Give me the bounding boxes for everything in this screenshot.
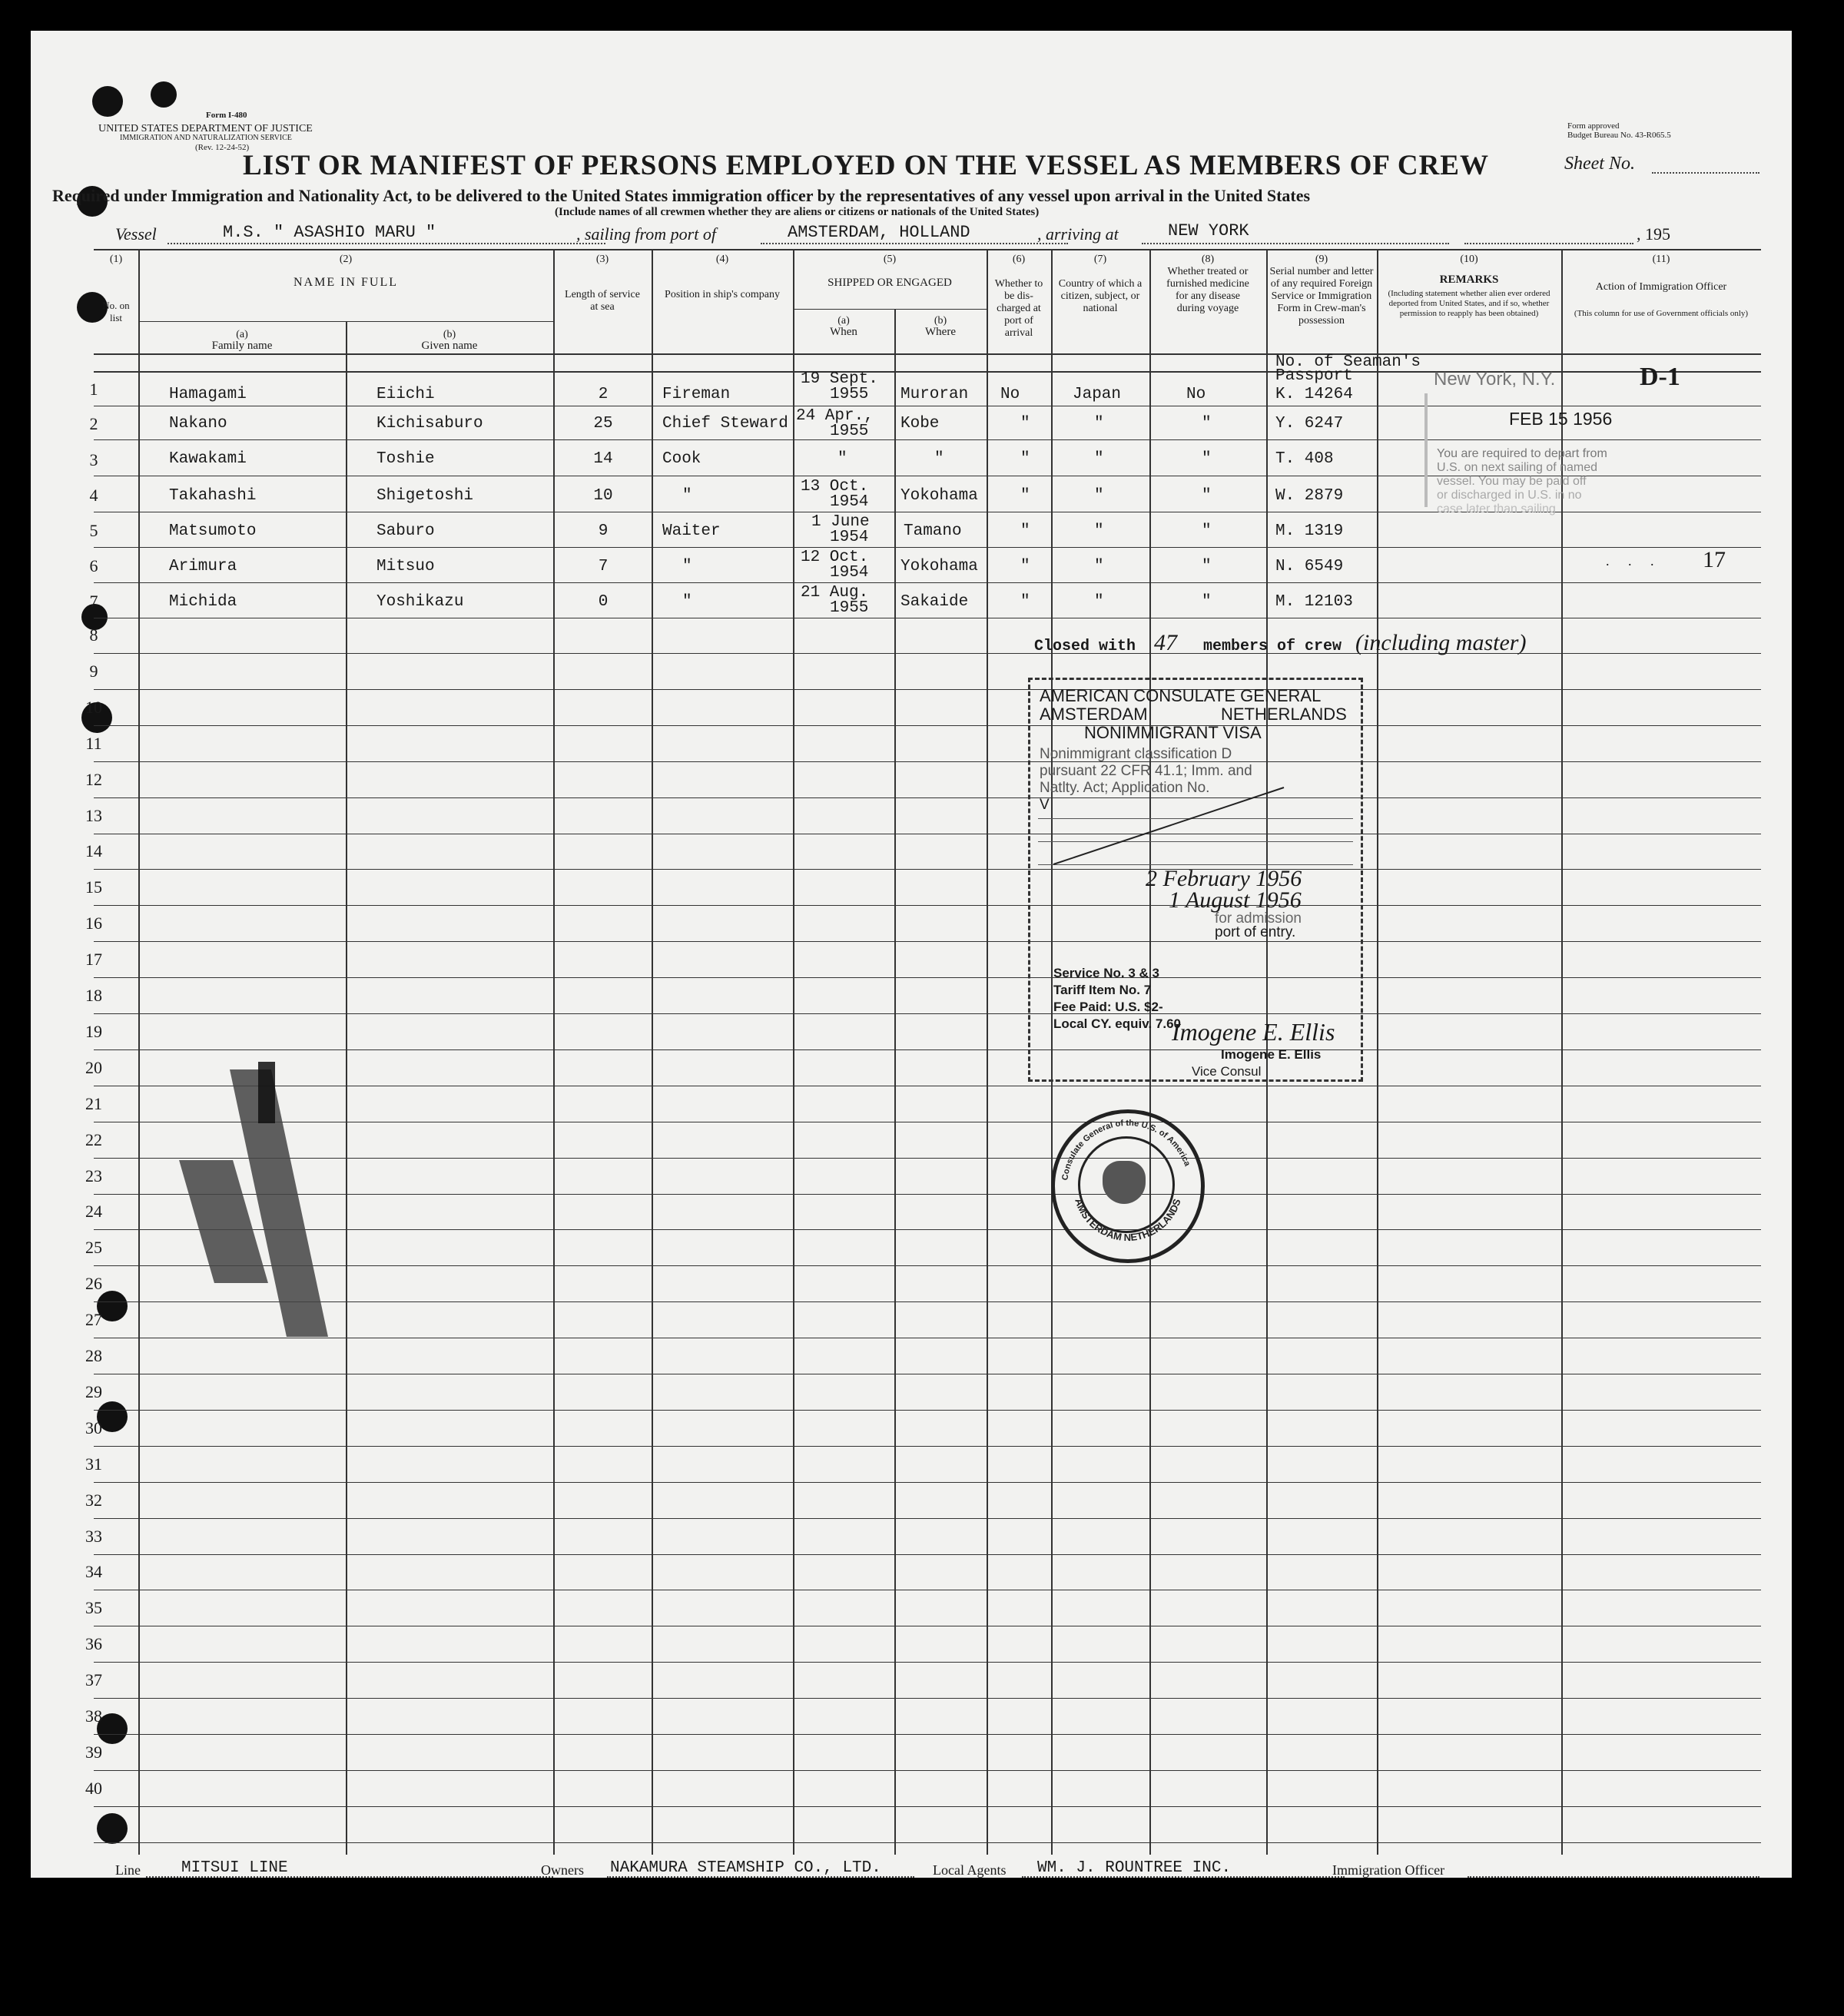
ny-stamp-text: or discharged in U.S. in no [1437, 489, 1582, 502]
visa-admission: for admission [1215, 910, 1302, 927]
consul-title: Vice Consul [1192, 1064, 1262, 1079]
closed-count: 47 [1154, 630, 1177, 655]
visa-pursuant: pursuant 22 CFR 41.1; Imm. and [1040, 763, 1252, 779]
col-9-number: (9) [1315, 254, 1328, 265]
service-length: 25 [593, 415, 613, 433]
col-2a-heading: Family name [211, 340, 273, 352]
row-number: 23 [85, 1166, 102, 1185]
row-rule [94, 977, 1761, 978]
col-5b-number: (b) [934, 315, 947, 327]
shipped-when: 19 Sept. [801, 370, 878, 388]
shipped-year: 1954 [830, 564, 869, 582]
row-number: 24 [85, 1202, 102, 1222]
treated: " [1202, 558, 1212, 575]
row-rule [94, 1265, 1761, 1266]
service-length: 14 [593, 450, 613, 468]
sailing-label: , sailing from port of [576, 224, 716, 244]
given-name: Shigetoshi [376, 487, 474, 505]
given-name: Kichisaburo [376, 415, 483, 433]
consulate-visa-stamp [1028, 678, 1363, 1082]
shipped-year: 1955 [830, 599, 869, 617]
row-number: 6 [89, 556, 98, 575]
shipped-year: 1955 [830, 386, 869, 403]
col-1-number: (1) [109, 254, 123, 265]
sailing-port: AMSTERDAM, HOLLAND [788, 223, 970, 242]
visa-application: Natlty. Act; Application No. [1040, 780, 1210, 796]
row-number: 18 [85, 986, 102, 1005]
col-10-heading: REMARKS [1439, 274, 1499, 286]
row-rule [94, 1518, 1761, 1519]
row-number: 14 [85, 841, 102, 861]
serial: M. 1319 [1275, 522, 1344, 540]
ink-smear [258, 1062, 275, 1123]
col-11-subheading: (This column for use of Government officials only) [1574, 309, 1749, 318]
row-rule [94, 725, 1761, 726]
col-11-number: (11) [1652, 254, 1670, 265]
owners-label: Owners [541, 1862, 584, 1878]
tariff-item: Tariff Item No. 7 [1053, 983, 1152, 997]
shipped-when: 12 Oct. [801, 549, 869, 566]
line-value: MITSUI LINE [181, 1859, 288, 1877]
family-name: Hamagami [169, 386, 247, 403]
given-name: Mitsuo [376, 558, 435, 575]
ny-stamp-text: vessel. You may be paid off [1437, 475, 1587, 488]
consulate-line: AMERICAN CONSULATE GENERAL [1040, 686, 1322, 705]
col-10-number: (10) [1460, 254, 1478, 265]
row-rule [94, 1229, 1761, 1230]
position: Fireman [662, 386, 731, 403]
service-length: 10 [593, 487, 613, 505]
shipped-where: Yokohama [900, 558, 978, 575]
agents-label: Local Agents [933, 1862, 1007, 1878]
col-2a-number: (a) [236, 329, 248, 340]
col-1-heading: No. on list [102, 300, 130, 323]
line-label: Line [115, 1862, 141, 1878]
serial: Y. 6247 [1275, 415, 1344, 433]
count-mark: 17 [1703, 547, 1726, 572]
visa-type: NONIMMIGRANT VISA [1084, 723, 1262, 742]
col-2b-number: (b) [443, 329, 456, 340]
service-length: 9 [598, 522, 609, 540]
arriving-port: NEW YORK [1168, 221, 1249, 240]
service-length: 7 [598, 558, 609, 575]
col-7-heading: Country of which a citizen, subject, or national [1058, 278, 1143, 314]
ny-stamp-date: FEB 15 1956 [1509, 409, 1613, 429]
col-5-number: (5) [883, 254, 897, 265]
shipped-where: Kobe [900, 415, 940, 433]
include-note: (Include names of all crewmen whether they are aliens or citizens or nationals of the United States) [555, 206, 1040, 218]
row-number: 17 [85, 950, 102, 970]
row-number: 36 [85, 1634, 102, 1654]
punch-hole [151, 81, 177, 108]
ny-stamp-text: You are required to depart from [1437, 447, 1607, 460]
punch-hole [92, 86, 123, 117]
col-11-heading: Action of Immigration Officer [1595, 281, 1727, 293]
required-note: Required under Immigration and Nationality Act, to be delivered to the United States immigration officer by the representatives of any vessel upon arrival in the United States [52, 186, 1311, 205]
row-number: 34 [85, 1562, 102, 1582]
row-number: 20 [85, 1057, 102, 1077]
visa-port: port of entry. [1215, 924, 1296, 940]
row-number: 3 [89, 450, 98, 469]
country: " [1094, 487, 1104, 505]
col-3-heading: Length of service at sea [565, 289, 640, 313]
form-title: LIST OR MANIFEST OF PERSONS EMPLOYED ON THE VESSEL AS MEMBERS OF CREW [243, 150, 1489, 181]
family-name: Nakano [169, 415, 227, 433]
position: " [682, 558, 692, 575]
row-rule [94, 1770, 1761, 1771]
serial: K. 14264 [1275, 386, 1353, 403]
row-rule [94, 1158, 1761, 1159]
given-name: Yoshikazu [376, 593, 464, 611]
country: " [1094, 558, 1104, 575]
row-rule [94, 1806, 1761, 1807]
col-2-number: (2) [339, 254, 353, 265]
svg-text:Consulate General of the U.S. [1060, 1119, 1192, 1181]
row-number: 31 [85, 1454, 102, 1474]
visa-expiry-date: 1 August 1956 [1169, 887, 1302, 913]
punch-hole [97, 1813, 128, 1844]
col-5-heading: SHIPPED OR ENGAGED [827, 277, 952, 289]
vessel-name: M.S. " ASASHIO MARU " [223, 223, 436, 242]
ny-stamp-city: New York, N.Y. [1434, 369, 1556, 390]
family-name: Arimura [169, 558, 237, 575]
col-9-heading: Serial number and letter of any required Foreign Service or Immigration Form in Crew-man's possession [1269, 266, 1374, 327]
row-number: 13 [85, 805, 102, 825]
row-number: 22 [85, 1129, 102, 1149]
consulate-country: NETHERLANDS [1221, 705, 1347, 724]
serial: W. 2879 [1275, 487, 1344, 505]
col-6-heading: Whether to be dis-charged at port of arrival [994, 278, 1043, 339]
row-number: 32 [85, 1490, 102, 1510]
budget-bureau: Budget Bureau No. 43-R065.5 [1567, 131, 1671, 140]
visa-class: Nonimmigrant classification D [1040, 746, 1232, 762]
shipped-where: Tamano [904, 522, 962, 540]
country: " [1094, 522, 1104, 540]
row-rule [94, 1734, 1761, 1735]
row-number: 16 [85, 914, 102, 933]
row-number: 4 [89, 486, 98, 505]
row-number: 10 [85, 697, 102, 717]
position: Cook [662, 450, 701, 468]
country: " [1094, 415, 1104, 433]
fee-paid: Fee Paid: U.S. $2- [1053, 1000, 1163, 1014]
row-number: 40 [85, 1778, 102, 1798]
shipped-when: 24 Apr., [796, 407, 874, 425]
row-rule [94, 905, 1761, 906]
row-number: 37 [85, 1670, 102, 1690]
row-number: 8 [89, 625, 98, 645]
row-number: 5 [89, 521, 98, 540]
officer-label: Immigration Officer [1332, 1862, 1445, 1878]
row-number: 9 [89, 661, 98, 681]
consul-signature: Imogene E. Ellis [1172, 1018, 1335, 1046]
vessel-label: Vessel [115, 224, 157, 244]
row-number: 39 [85, 1742, 102, 1762]
col-4-number: (4) [715, 254, 729, 265]
treated: " [1202, 450, 1212, 468]
dotted-mark: . . . [1606, 553, 1662, 569]
treated: " [1202, 415, 1212, 433]
local-currency: Local CY. equiv. 7.60 [1053, 1016, 1181, 1031]
col-8-number: (8) [1201, 254, 1215, 265]
position: Chief Steward [662, 415, 788, 433]
discharged: " [1020, 450, 1030, 468]
shipped-where: " [934, 450, 944, 468]
row-rule [94, 1662, 1761, 1663]
row-number: 19 [85, 1021, 102, 1041]
cancel-stroke [1038, 780, 1292, 872]
country: " [1094, 593, 1104, 611]
given-name: Saburo [376, 522, 435, 540]
row-number: 1 [89, 380, 98, 399]
closed-label: Closed with [1034, 638, 1136, 655]
given-name: Toshie [376, 450, 435, 468]
serial: N. 6549 [1275, 558, 1344, 575]
owners-value: NAKAMURA STEAMSHIP CO., LTD. [610, 1859, 881, 1877]
row-rule [94, 1049, 1761, 1050]
row-number: 33 [85, 1526, 102, 1546]
row-number: 27 [85, 1310, 102, 1330]
consul-name: Imogene E. Ellis [1221, 1047, 1322, 1062]
shipped-where: Sakaide [900, 593, 969, 611]
row-number: 2 [89, 414, 98, 433]
col-2b-heading: Given name [421, 340, 478, 352]
row-rule [94, 1194, 1761, 1195]
manifest-page [31, 31, 1792, 1878]
shipped-when: 13 Oct. [801, 478, 869, 496]
row-number: 30 [85, 1418, 102, 1437]
row-number: 28 [85, 1346, 102, 1365]
discharged: " [1020, 558, 1030, 575]
seamans-note: No. of Seaman's [1275, 353, 1421, 371]
agents-value: WM. J. ROUNTREE INC. [1037, 1859, 1232, 1877]
consulate-city: AMSTERDAM [1040, 705, 1148, 724]
row-number: 26 [85, 1274, 102, 1294]
row-rule [94, 797, 1761, 798]
form-approved: Form approved [1567, 121, 1620, 131]
row-rule [94, 869, 1761, 870]
row-rule [94, 761, 1761, 762]
col-5a-heading: When [830, 326, 857, 338]
row-number: 7 [89, 592, 98, 611]
position: " [682, 593, 692, 611]
position: Waiter [662, 522, 721, 540]
service-length: 0 [598, 593, 609, 611]
discharged: " [1020, 593, 1030, 611]
year-label: , 195 [1637, 224, 1670, 244]
row-rule [94, 1842, 1761, 1843]
visa-issue-date: 2 February 1956 [1146, 866, 1302, 891]
col-4-heading: Position in ship's company [665, 289, 780, 300]
col-5a-number: (a) [837, 315, 850, 327]
row-number: 11 [85, 733, 102, 753]
country: " [1094, 450, 1104, 468]
row-rule [94, 1482, 1761, 1483]
consulate-seal [1051, 1109, 1205, 1263]
seal-top-text: Consulate General of the U.S. of America [1060, 1118, 1192, 1182]
shipped-year: 1954 [830, 493, 869, 511]
col-7-number: (7) [1093, 254, 1107, 265]
row-number: 21 [85, 1093, 102, 1113]
col-8-heading: Whether treated or furnished medicine for any disease during voyage [1166, 266, 1249, 314]
discharged: " [1020, 522, 1030, 540]
row-number: 38 [85, 1706, 102, 1726]
discharged: " [1020, 415, 1030, 433]
visa-v: V [1040, 797, 1050, 813]
row-rule [94, 1301, 1761, 1302]
row-rule [94, 1410, 1761, 1411]
row-number: 35 [85, 1598, 102, 1618]
col-2-heading: NAME IN FULL [294, 276, 398, 289]
treated: " [1202, 593, 1212, 611]
row-rule [94, 689, 1761, 690]
shipped-where: Yokohama [900, 487, 978, 505]
family-name: Matsumoto [169, 522, 257, 540]
row-rule [94, 1554, 1761, 1555]
family-name: Kawakami [169, 450, 247, 468]
row-rule [94, 1446, 1761, 1447]
seal-bottom-text: AMSTERDAM NETHERLANDS [1073, 1196, 1183, 1244]
row-rule [94, 1698, 1761, 1699]
row-number: 29 [85, 1381, 102, 1401]
passport-note: Passport [1275, 367, 1353, 385]
given-name: Eiichi [376, 386, 435, 403]
family-name: Michida [169, 593, 237, 611]
closed-rest: members of crew [1203, 638, 1342, 655]
svg-text:AMSTERDAM NETHERLANDS [1073, 1197, 1182, 1243]
serial: M. 12103 [1275, 593, 1353, 611]
treated: " [1202, 487, 1212, 505]
department: UNITED STATES DEPARTMENT OF JUSTICE [98, 123, 313, 134]
ny-stamp-code: D-1 [1640, 363, 1680, 391]
position: " [682, 487, 692, 505]
service-length: 2 [598, 386, 609, 403]
shipped-when: 21 Aug. [801, 584, 869, 602]
shipped-when: " [837, 450, 847, 468]
col-6-number: (6) [1012, 254, 1026, 265]
shipped-year: 1954 [830, 529, 869, 546]
revision: (Rev. 12-24-52) [195, 143, 250, 152]
treated: " [1202, 522, 1212, 540]
serial: T. 408 [1275, 450, 1334, 468]
row-rule [94, 941, 1761, 942]
treated: No [1186, 386, 1206, 403]
sheet-label: Sheet No. [1564, 154, 1635, 174]
row-number: 15 [85, 877, 102, 897]
row-rule [94, 1013, 1761, 1014]
shipped-where: Muroran [900, 386, 969, 403]
shipped-when: 1 June [811, 513, 870, 531]
discharged: " [1020, 487, 1030, 505]
row-number: 25 [85, 1238, 102, 1258]
col-10-subheading: (Including statement whether alien ever ordered deported from United States, and if so, whether permission to reapply has been obtained) [1388, 289, 1550, 318]
shipped-year: 1955 [830, 423, 869, 440]
service: IMMIGRATION AND NATURALIZATION SERVICE [120, 134, 292, 142]
country: Japan [1073, 386, 1122, 403]
row-number: 12 [85, 769, 102, 789]
service-number: Service No. 3 & 3 [1053, 966, 1159, 980]
col-3-number: (3) [595, 254, 609, 265]
form-number: Form I-480 [206, 111, 247, 120]
family-name: Takahashi [169, 487, 257, 505]
closed-handwritten: (including master) [1355, 630, 1527, 655]
ny-stamp-text: U.S. on next sailing of named [1437, 461, 1598, 474]
discharged: No [1000, 386, 1020, 403]
col-5b-heading: Where [925, 326, 956, 338]
ny-stamp-text: case later than sailing [1437, 502, 1556, 516]
arriving-label: , arriving at [1037, 224, 1119, 244]
